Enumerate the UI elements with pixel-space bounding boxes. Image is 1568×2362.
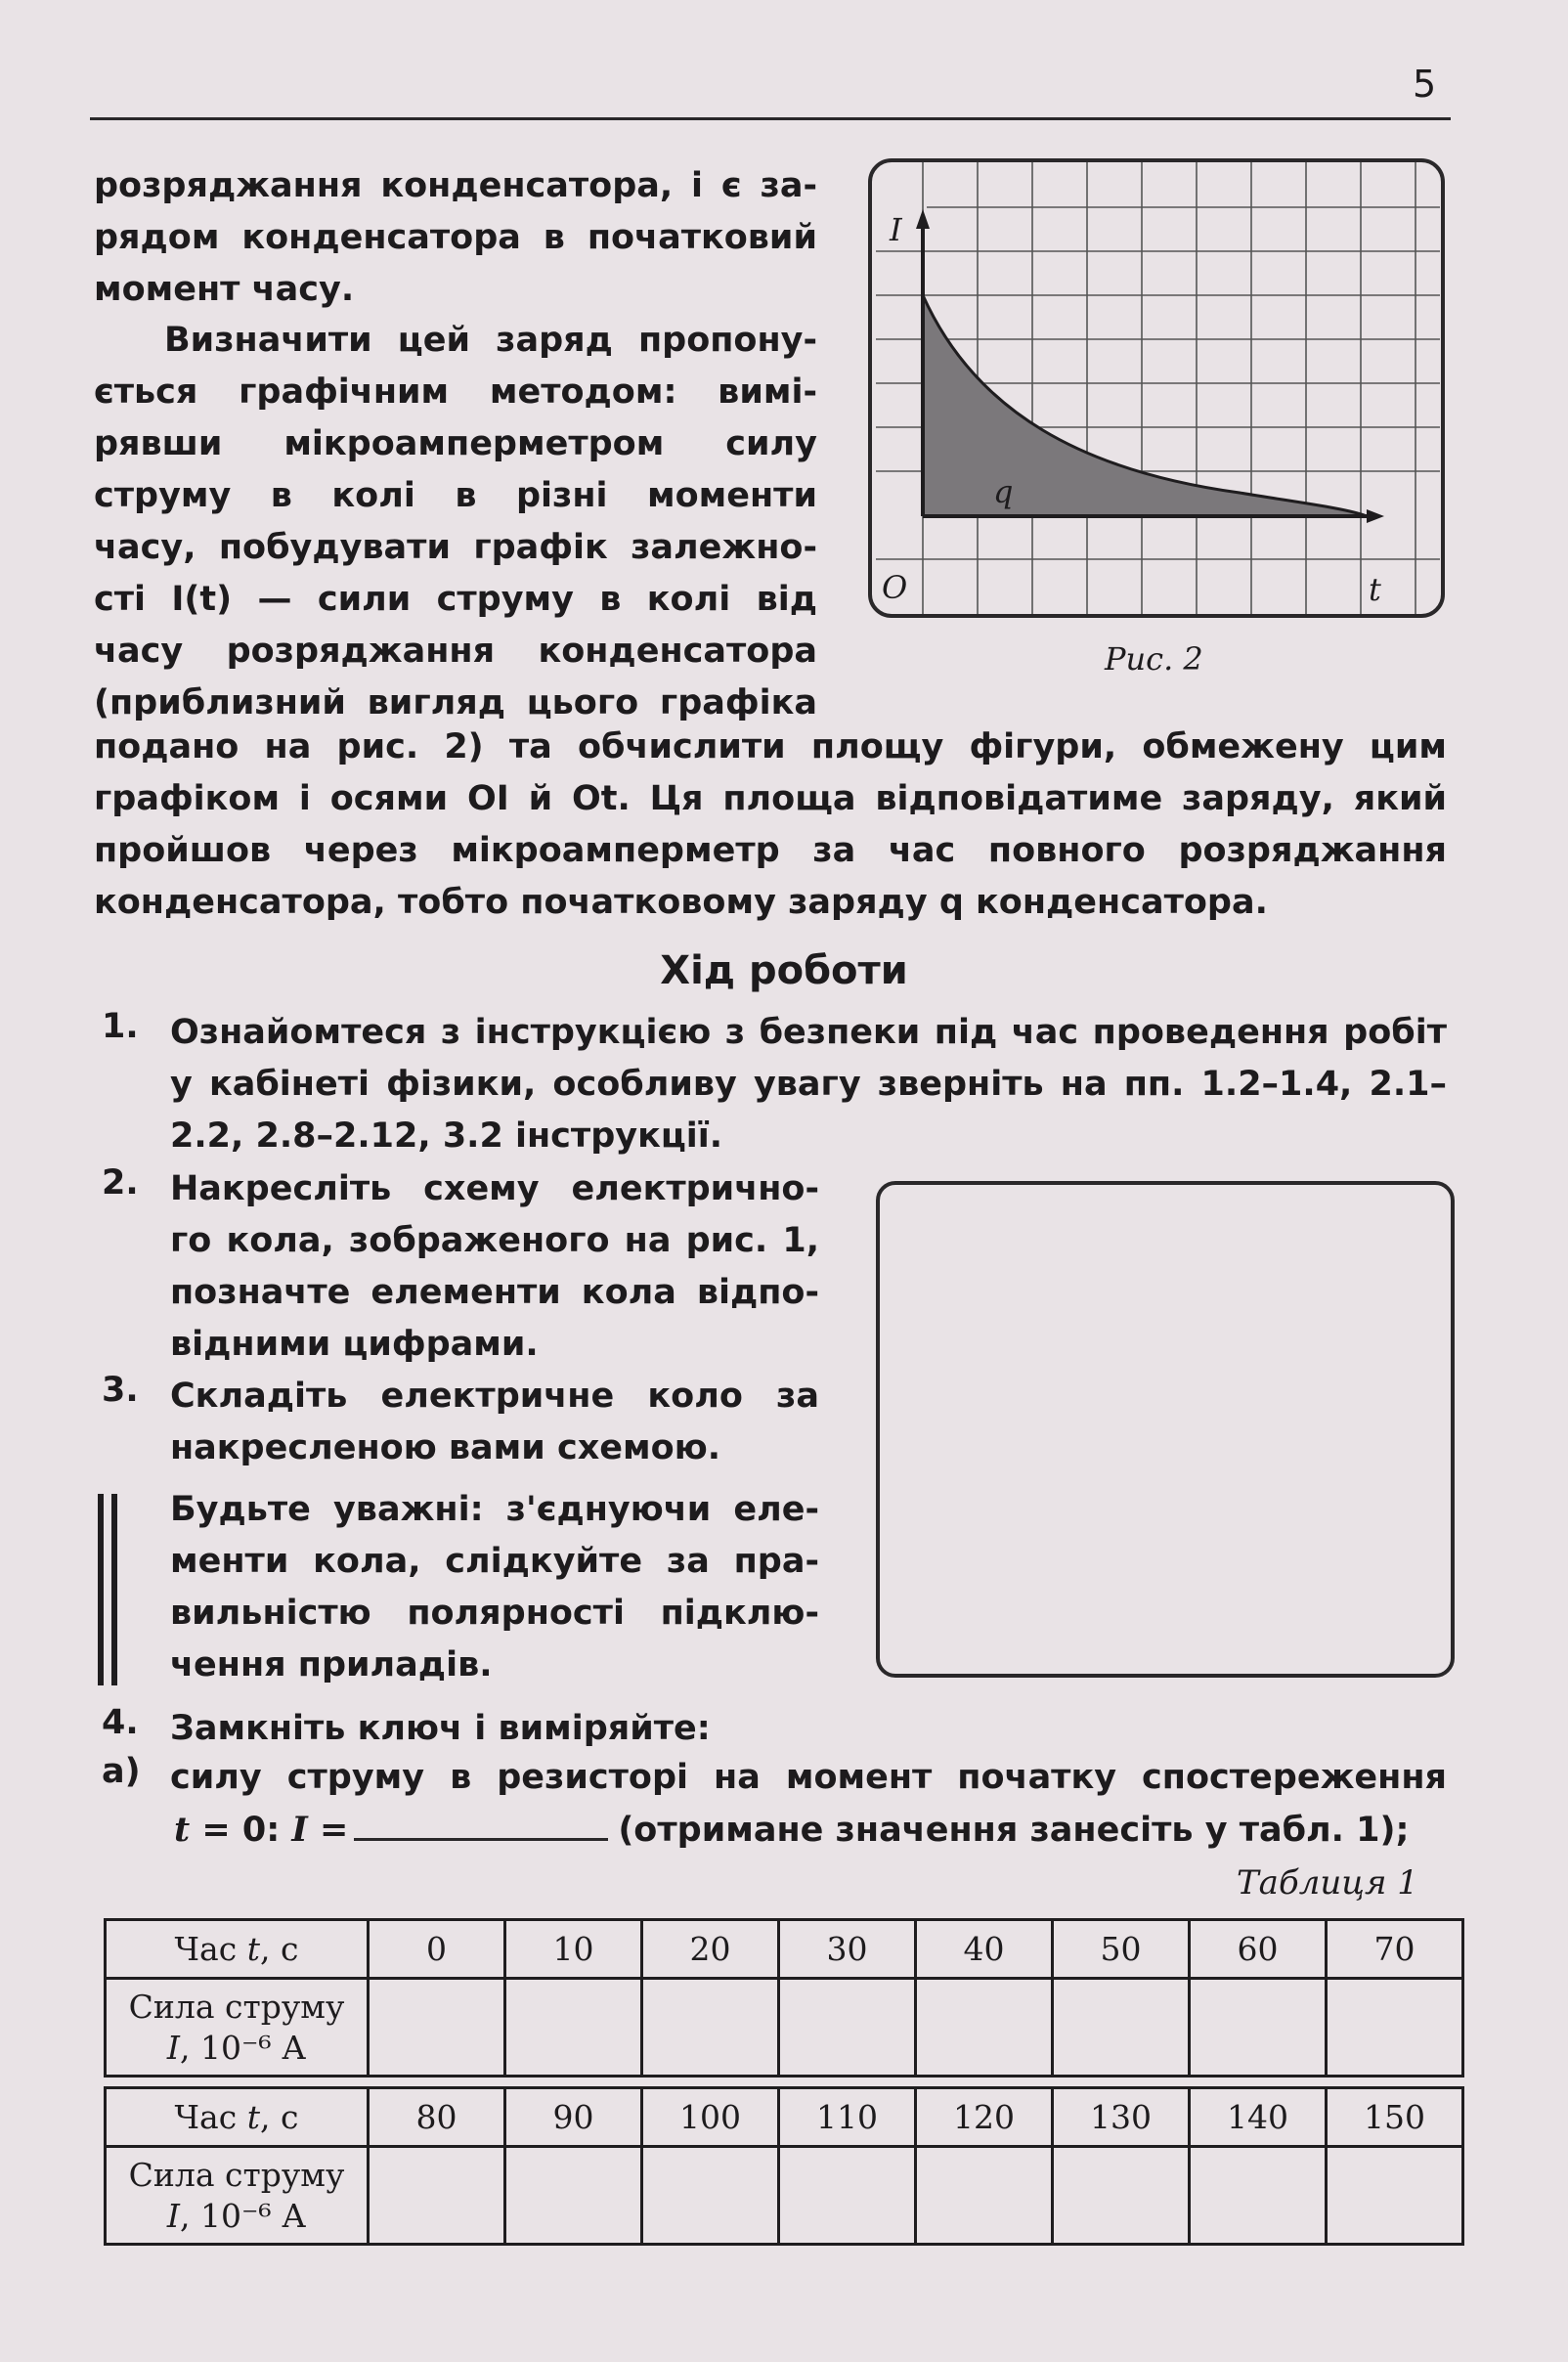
text-line: Складіть електричне коло за bbox=[170, 1377, 819, 1416]
formula-i: I bbox=[291, 1810, 308, 1850]
step-1 bbox=[170, 1007, 1447, 1162]
text-line: рявши мікроамперметром силу bbox=[94, 424, 817, 463]
text-line: сті I(t) — сили струму в колі від bbox=[94, 580, 817, 619]
text-line: го кола, зображеного на рис. 1, bbox=[170, 1221, 819, 1260]
text-line: часу розряджання конденсатора bbox=[94, 632, 817, 671]
initial-current-blank[interactable] bbox=[354, 1809, 608, 1841]
warning-label: Будьте уважні: bbox=[170, 1490, 484, 1529]
current-header-cell: Сила струму I, 10⁻⁶ А bbox=[106, 1979, 369, 2077]
step-4 bbox=[170, 1703, 1447, 1755]
text-line: Визначити цей заряд пропону- bbox=[164, 321, 817, 360]
text-line: момент часу. bbox=[94, 270, 355, 309]
axis-t-arrow bbox=[1367, 509, 1384, 523]
text-line: Накресліть схему електрично- bbox=[170, 1169, 819, 1208]
time-cell: 50 bbox=[1053, 1920, 1190, 1979]
charge-area bbox=[923, 295, 1367, 516]
formula-tail: (отримане значення занесіть у табл. 1); bbox=[618, 1811, 1410, 1850]
axis-i-arrow bbox=[916, 209, 930, 229]
current-input-cell[interactable] bbox=[1327, 2147, 1463, 2245]
text-line: подано на рис. 2) та обчислити площу фігури, обмежену цим bbox=[94, 727, 1447, 766]
origin-label: O bbox=[882, 569, 908, 606]
figure-caption: Рис. 2 bbox=[1105, 640, 1203, 678]
time-cell: 110 bbox=[779, 2088, 916, 2147]
time-header-cell: Час t, с bbox=[106, 1920, 369, 1979]
text-line: конденсатора, тобто початковому заряду q конденсатора. bbox=[94, 883, 1268, 922]
text-line: часу, побудувати графік залежно- bbox=[94, 528, 817, 567]
warning-marker bbox=[98, 1494, 104, 1685]
time-cell: 100 bbox=[642, 2088, 779, 2147]
current-input-cell[interactable] bbox=[642, 2147, 779, 2245]
table-row bbox=[106, 2088, 1463, 2147]
text-line: розряджання конденсатора, і є за- bbox=[94, 166, 817, 205]
table-caption: Таблиця 1 bbox=[1237, 1863, 1418, 1903]
current-input-cell[interactable] bbox=[916, 2147, 1053, 2245]
text-line: пройшов через мікроамперметр за час повного розряджання bbox=[94, 831, 1447, 870]
method-paragraph bbox=[94, 315, 817, 729]
formula-t-value: = 0: bbox=[201, 1811, 281, 1850]
text-line: Ознайомтеся з інструкцією з безпеки під час проведення робіт bbox=[170, 1013, 1447, 1052]
figure-discharge-graph bbox=[868, 158, 1445, 618]
measurement-table-part-2 bbox=[104, 2086, 1464, 2246]
measurement-table-part-1 bbox=[104, 1918, 1464, 2078]
time-cell: 0 bbox=[369, 1920, 505, 1979]
time-cell: 70 bbox=[1327, 1920, 1463, 1979]
text-line: у кабінеті фізики, особливу увагу зверніть на пп. 1.2–1.4, 2.1– bbox=[170, 1065, 1447, 1104]
initial-current-formula bbox=[174, 1804, 1410, 1857]
intro-paragraph bbox=[94, 160, 817, 316]
step-4a bbox=[170, 1752, 1447, 1804]
current-input-cell[interactable] bbox=[369, 2147, 505, 2245]
current-input-cell[interactable] bbox=[505, 1979, 642, 2077]
time-cell: 10 bbox=[505, 1920, 642, 1979]
current-input-cell[interactable] bbox=[779, 1979, 916, 2077]
text-line: рядом конденсатора в початковий bbox=[94, 218, 817, 257]
text-line: струму в колі в різні моменти bbox=[94, 476, 817, 515]
text-line: графіком і осями OI й Ot. Ця площа відповідатиме заряду, який bbox=[94, 779, 1447, 818]
page-number: 5 bbox=[1413, 63, 1437, 106]
current-input-cell[interactable] bbox=[1190, 1979, 1327, 2077]
step-4a-letter: а) bbox=[102, 1752, 141, 1791]
time-cell: 40 bbox=[916, 1920, 1053, 1979]
time-cell: 30 bbox=[779, 1920, 916, 1979]
time-cell: 20 bbox=[642, 1920, 779, 1979]
axis-i-label: I bbox=[890, 211, 902, 248]
warning-note bbox=[170, 1484, 819, 1691]
time-header-cell: Час t, с bbox=[106, 2088, 369, 2147]
current-input-cell[interactable] bbox=[779, 2147, 916, 2245]
time-cell: 80 bbox=[369, 2088, 505, 2147]
text-line: позначте елементи кола відпо- bbox=[170, 1273, 819, 1312]
current-input-cell[interactable] bbox=[1327, 1979, 1463, 2077]
step-2-number: 2. bbox=[102, 1163, 139, 1203]
text-line: накресленою вами схемою. bbox=[170, 1428, 721, 1467]
current-input-cell[interactable] bbox=[1190, 2147, 1327, 2245]
table-row bbox=[106, 1979, 1463, 2077]
text-line: 2.2, 2.8–2.12, 3.2 інструкції. bbox=[170, 1116, 723, 1156]
current-input-cell[interactable] bbox=[369, 1979, 505, 2077]
current-input-cell[interactable] bbox=[1053, 2147, 1190, 2245]
table-row bbox=[106, 1920, 1463, 1979]
current-input-cell[interactable] bbox=[916, 1979, 1053, 2077]
time-cell: 140 bbox=[1190, 2088, 1327, 2147]
text-line: менти кола, слідкуйте за пра- bbox=[170, 1542, 819, 1581]
current-header-cell: Сила струму I, 10⁻⁶ А bbox=[106, 2147, 369, 2245]
text-line: відними цифрами. bbox=[170, 1325, 539, 1364]
step-3-number: 3. bbox=[102, 1371, 139, 1410]
time-cell: 130 bbox=[1053, 2088, 1190, 2147]
method-paragraph-continued bbox=[94, 722, 1447, 929]
text-line: силу струму в резисторі на момент початку спостереження bbox=[170, 1758, 1447, 1797]
step-1-number: 1. bbox=[102, 1007, 139, 1046]
time-cell: 90 bbox=[505, 2088, 642, 2147]
circuit-drawing-area[interactable] bbox=[876, 1181, 1455, 1678]
time-cell: 150 bbox=[1327, 2088, 1463, 2147]
step-3 bbox=[170, 1371, 819, 1474]
text-line: з'єднуючи еле- bbox=[505, 1490, 820, 1529]
formula-t: t bbox=[174, 1810, 191, 1850]
text-line: ється графічним методом: вимі- bbox=[94, 372, 817, 412]
section-heading: Хід роботи bbox=[660, 948, 908, 993]
text-line: Замкніть ключ і виміряйте: bbox=[170, 1709, 711, 1748]
axis-t-label: t bbox=[1369, 571, 1381, 608]
text-line: чення приладів. bbox=[170, 1645, 493, 1684]
step-2 bbox=[170, 1163, 819, 1371]
text-line: (приблизний вигляд цього графіка bbox=[94, 683, 817, 722]
step-4-number: 4. bbox=[102, 1703, 139, 1742]
time-cell: 120 bbox=[916, 2088, 1053, 2147]
current-input-cell[interactable] bbox=[505, 2147, 642, 2245]
header-rule bbox=[90, 117, 1451, 120]
warning-marker bbox=[111, 1494, 117, 1685]
text-line: вильністю полярності підклю- bbox=[170, 1594, 819, 1633]
area-label: q bbox=[993, 473, 1014, 510]
current-input-cell[interactable] bbox=[1053, 1979, 1190, 2077]
table-row bbox=[106, 2147, 1463, 2245]
current-input-cell[interactable] bbox=[642, 1979, 779, 2077]
time-cell: 60 bbox=[1190, 1920, 1327, 1979]
formula-i-eq: = bbox=[319, 1811, 349, 1850]
